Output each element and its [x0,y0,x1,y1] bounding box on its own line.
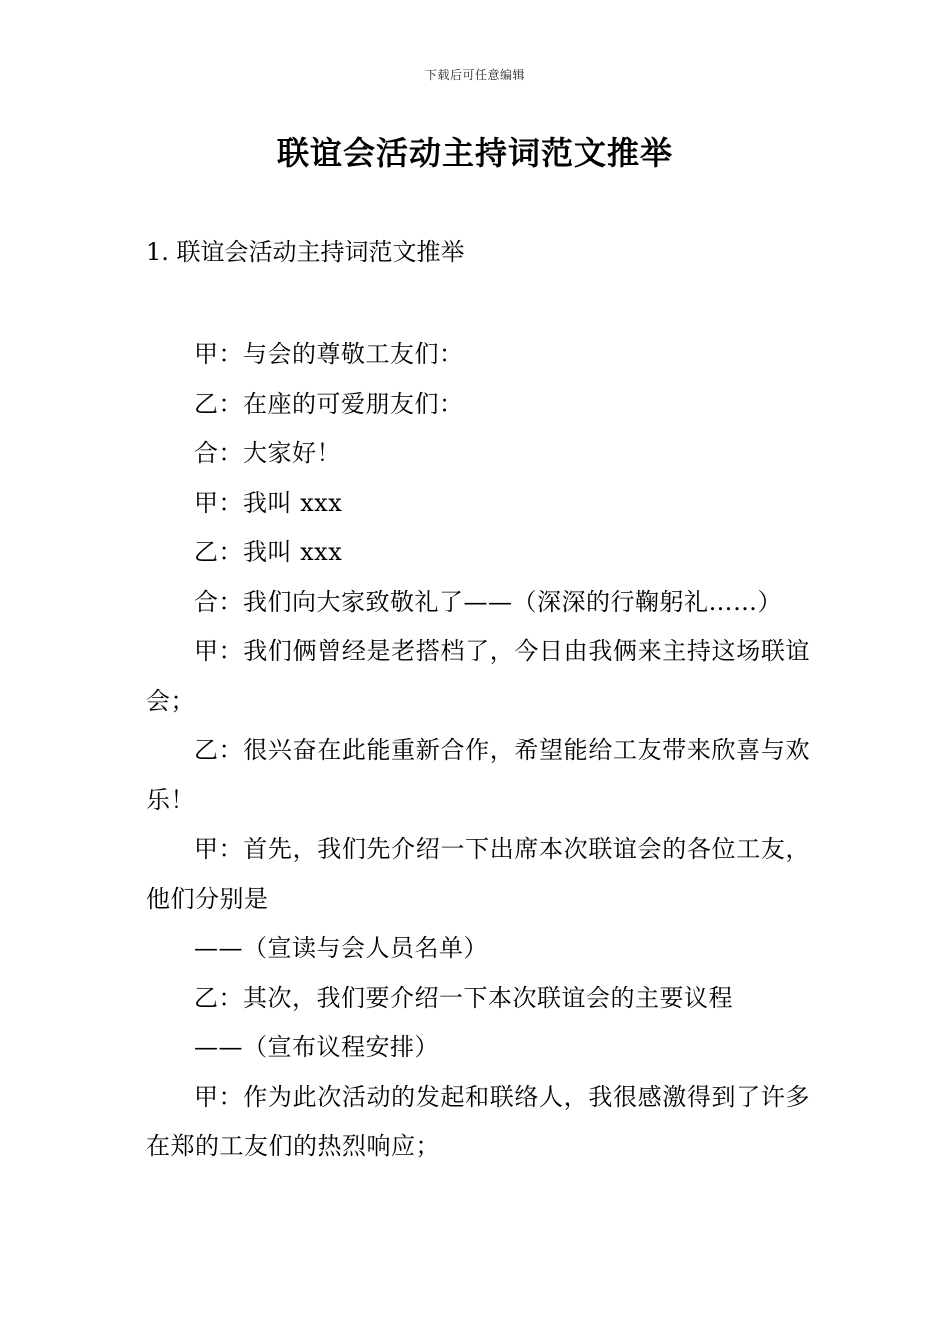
paragraph: 乙：其次，我们要介绍一下本次联谊会的主要议程 [194,983,733,1012]
paragraph: 乙：我叫 xxx [194,538,343,566]
section-heading: 1. 联谊会活动主持词范文推举 [146,238,465,266]
paragraph: ——（宣布议程安排） [194,1033,439,1061]
paragraph: 甲：我们俩曾经是老搭档了，今日由我俩来主持这场联谊会； [146,637,810,715]
paragraph: 甲：作为此次活动的发起和联络人，我很感激得到了许多在郑的工友们的热烈响应； [146,1082,810,1160]
header-note: 下载后可任意编辑 [424,68,525,82]
body-text [146,330,810,1172]
paragraph: 合：大家好！ [194,439,341,467]
paragraph: 甲：我叫 xxx [194,488,343,517]
document-title: 联谊会活动主持词范文推举 [276,134,673,172]
paragraph: 乙：很兴奋在此能重新合作，希望能给工友带来欣喜与欢乐！ [146,736,810,814]
paragraph: 甲：首先，我们先介绍一下出席本次联谊会的各位工友，他们分别是 [146,835,810,913]
paragraph: 乙：在座的可爱朋友们： [194,389,464,418]
paragraph: 甲：与会的尊敬工友们： [194,340,464,368]
paragraph: ——（宣读与会人员名单） [194,934,488,962]
paragraph: 合：我们向大家致敬礼了——（深深的行鞠躬礼……） [194,587,782,616]
